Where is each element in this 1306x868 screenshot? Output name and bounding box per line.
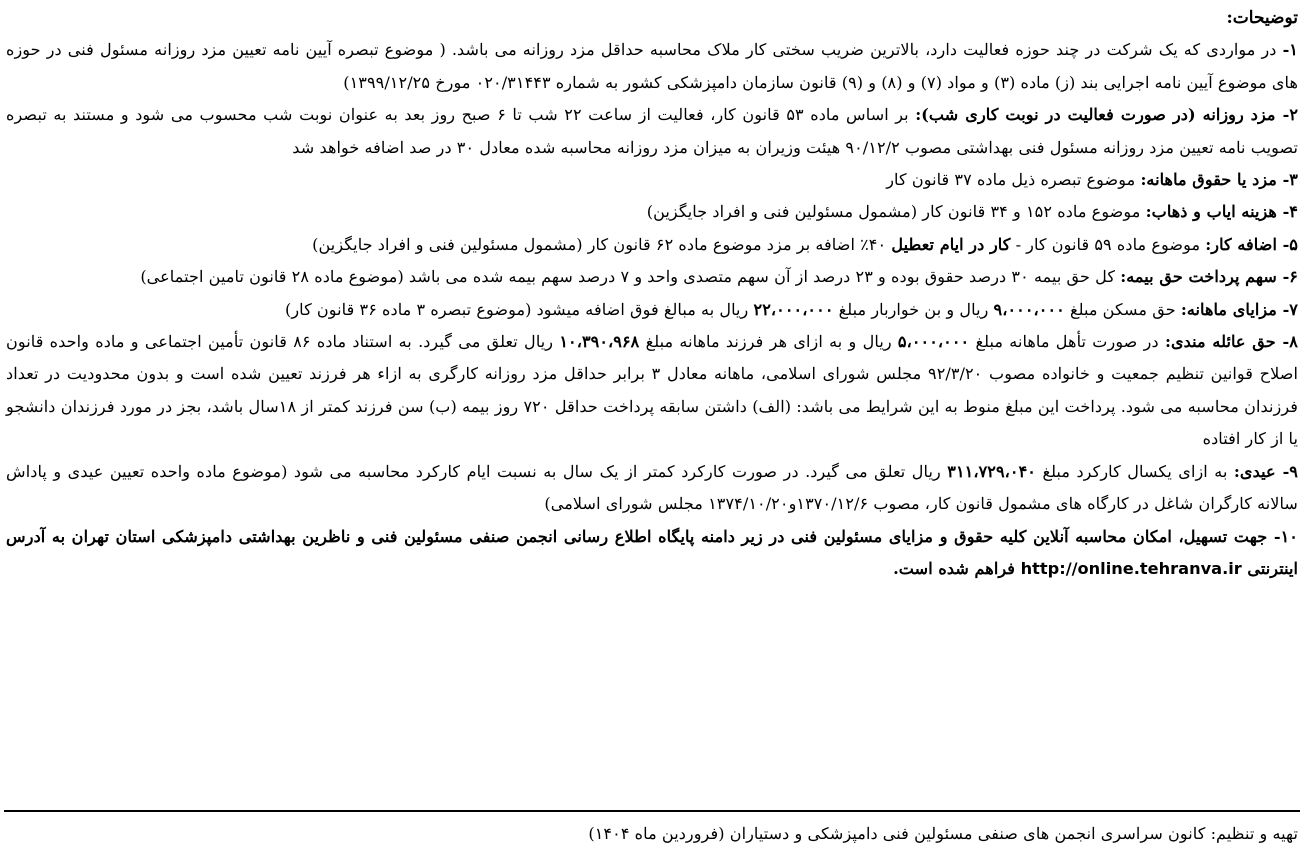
note-1-number: ۱- — [1282, 40, 1298, 60]
note-6-title: ۶- سهم پرداخت حق بیمه: — [1120, 267, 1298, 287]
food-allowance-amount: ۲۲،۰۰۰،۰۰۰ — [753, 299, 834, 319]
note-8 — [6, 326, 1298, 456]
note-4-title: ۴- هزینه ایاب و ذهاب: — [1145, 202, 1298, 222]
note-5-title-b: کار در ایام تعطیل — [891, 234, 1011, 254]
note-8-title: ۸- حق عائله مندی: — [1164, 332, 1298, 352]
note-6 — [6, 261, 1298, 293]
note-7-text-a: حق مسکن مبلغ — [1064, 299, 1181, 319]
note-7-title: ۷- مزایای ماهانه: — [1180, 299, 1298, 319]
note-3 — [6, 164, 1298, 196]
note-2-text: بر اساس ماده ۵۳ قانون کار، فعالیت از ساعت ۲۲ شب تا ۶ صبح روز بعد به عنوان نوبت شب محسوب می شود و مستند به تبصره تصویب نامه تعیین مزد روزانه مسئول فنی بهداشتی مصوب ۹۰/۱۲/۲ هیئت وزیران به میزان مزد روزانه محاسبه شده معادل ۳۰ در صد اضافه خواهد شد — [6, 105, 1298, 157]
note-10 — [6, 521, 1298, 586]
note-8-text-b: ریال و به ازای هر فرزند ماهانه مبلغ — [639, 332, 898, 352]
note-1 — [6, 34, 1298, 99]
note-1-text: در مواردی که یک شرکت در چند حوزه فعالیت دارد، بالاترین ضریب سختی کار ملاک محاسبه حداقل مزد روزانه می باشد. ( موضوع تبصره آیین نامه تعیین مزد روزانه مسئول فنی در حوزه های موضوع آیین نامه اجرایی بند (ز) ماده (۳) و مواد (۷) و (۸) و (۹) قانون سازمان دامپزشکی کشور به شماره ۰۲۰/۳۱۴۴۳ مورخ ۱۳۹۹/۱۲/۲۵) — [6, 40, 1298, 92]
note-9-text-a: به ازای یکسال کارکرد مبلغ — [1035, 461, 1234, 481]
eidi-amount: ۳۱۱،۷۲۹،۰۴۰ — [947, 461, 1036, 481]
marriage-amount: ۵،۰۰۰،۰۰۰ — [897, 332, 970, 352]
notes-heading: توضیحات: — [1226, 8, 1298, 28]
note-7-text-b: ریال و بن خواربار مبلغ — [833, 299, 994, 319]
housing-amount: ۹،۰۰۰،۰۰۰ — [993, 299, 1065, 319]
note-3-title: ۳- مزد یا حقوق ماهانه: — [1140, 170, 1298, 190]
note-7-text-c: ریال به مبالغ فوق اضافه میشود (موضوع تبصره ۳ ماده ۳۶ قانون کار) — [285, 299, 754, 319]
note-4-text: موضوع ماده ۱۵۲ و ۳۴ قانون کار (مشمول مسئولین فنی و افراد جایگزین) — [646, 202, 1146, 222]
notes-document — [6, 2, 1298, 585]
note-5-title: ۵- اضافه کار: — [1205, 234, 1298, 254]
note-2-title: ۲- مزد روزانه (در صورت فعالیت در نوبت کاری شب): — [915, 105, 1299, 125]
note-2 — [6, 99, 1298, 164]
note-5 — [6, 229, 1298, 261]
note-9-text-b: ریال تعلق می گیرد. در صورت کارکرد کمتر از یک سال به نسبت ایام کارکرد محاسبه می شود (موضوع ماده واحده تعیین عیدی و پاداش سالانه کارگران شاغل در کارگاه های مشمول قانون کار، مصوب ۱۳۷۰/۱۲/۶و۱۳۷۴/۱۰/۲۰ مجلس شورای اسلامی) — [6, 461, 1298, 514]
note-8-text-c: ریال تعلق می گیرد. به استناد ماده ۸۶ قانون تأمین اجتماعی و ماده واحده قانون اصلاح قوانین تنظیم جمعیت و خانواده مصوب ۹۲/۳/۲۰ مجلس شورای اسلامی، ماهانه معادل ۳ برابر حداقل مزد روزانه کارگری به ازاء هر فرزند تعیین شده است و بدون محدودیت در تعداد فرزندان محاسبه می شود. پرداخت این مبلغ منوط به این شرایط می باشد: (الف) داشتن سابقه پرداخت حداقل ۷۲۰ روز بیمه (ب) سن فرزند کمتر از ۱۸سال باشد، بجز در مورد فرزندان دانشجو یا از کار افتاده — [6, 332, 1299, 449]
note-3-text: موضوع تبصره ذیل ماده ۳۷ قانون کار — [886, 170, 1141, 190]
note-6-text: کل حق بیمه ۳۰ درصد حقوق بوده و ۲۳ درصد از آن سهم متصدی واحد و ۷ درصد سهم بیمه شده می باشد (موضوع ماده ۲۸ قانون تامین اجتماعی) — [140, 267, 1121, 287]
online-calculator-link[interactable]: http://online.tehranva.ir — [1020, 558, 1242, 578]
note-10-text-a: ۱۰- جهت تسهیل، امکان محاسبه آنلاین کلیه حقوق و مزایای مسئولین فنی در زیر دامنه پایگاه اطلاع رسانی انجمن صنفی مسئولین فنی و ناظرین بهداشتی دامپزشکی استان تهران به آدرس اینترنتی — [6, 526, 1298, 578]
child-amount: ۱۰،۳۹۰،۹۶۸ — [559, 332, 640, 352]
note-5-text-b: ۴۰٪ اضافه بر مزد موضوع ماده ۶۲ قانون کار (مشمول مسئولین فنی و افراد جایگزین) — [312, 234, 892, 254]
footer-divider — [4, 810, 1300, 812]
note-7 — [6, 294, 1298, 326]
note-8-text-a: در صورت تأهل ماهانه مبلغ — [969, 332, 1165, 352]
note-4 — [6, 196, 1298, 228]
note-9 — [6, 456, 1298, 521]
note-9-title: ۹- عیدی: — [1233, 461, 1298, 481]
footer-credit: تهیه و تنظیم: کانون سراسری انجمن های صنفی مسئولین فنی دامپزشکی و دستیاران (فروردین ماه ۱۴۰۴) — [588, 824, 1298, 843]
note-5-text-a: موضوع ماده ۵۹ قانون کار - — [1010, 234, 1206, 254]
note-10-text-b: فراهم شده است. — [893, 558, 1021, 578]
